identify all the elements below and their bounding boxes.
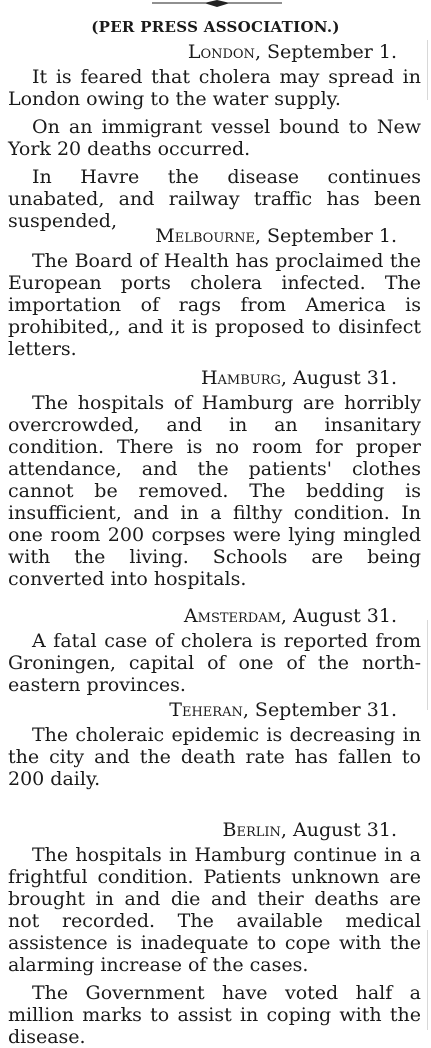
paragraph: It is feared that cholera may spread in London owing to the water supply. [8, 66, 421, 110]
dateline [8, 40, 421, 64]
dateline [8, 818, 421, 842]
dateline-place: Teheran [169, 699, 243, 721]
dateline [8, 604, 421, 628]
dispatch-amsterdam [8, 604, 421, 696]
paragraph: On an immigrant vessel bound to New York 20 deaths occurred. [8, 116, 421, 160]
dispatch-teheran [8, 698, 421, 790]
ornament-rule-icon [152, 0, 282, 8]
dispatch-hamburg [8, 366, 421, 590]
dateline [8, 698, 421, 722]
dateline-place: Hamburg [200, 367, 281, 389]
paragraph: A fatal case of cholera is reported from Groningen, capital of one of the north-eastern provinces. [8, 630, 421, 696]
column-rule [427, 40, 428, 100]
dispatch-berlin [8, 818, 421, 1048]
dateline [8, 366, 421, 390]
paragraph: In Havre the disease continues unabated, and railway traffic has been suspended, [8, 166, 421, 232]
column-rule [427, 620, 428, 710]
dateline-date: , September 1. [254, 225, 397, 247]
dateline-date: , September 1. [254, 41, 397, 63]
dateline-date: , August 31. [280, 367, 397, 389]
dateline-place: Melbourne [155, 225, 255, 247]
paragraph: The choleraic epidemic is decreasing in the city and the death rate has fallen to 200 daily. [8, 724, 421, 790]
dateline-date: , August 31. [280, 819, 397, 841]
agency-heading: (PER PRESS ASSOCIATION.) [91, 18, 340, 36]
paragraph: The hospitals in Hamburg continue in a frightful condition. Patients unknown are brought in and die and their deaths are not recorded. The available medical assistence is inadequate to cope with the alarming increase of the cases. [8, 844, 421, 976]
dateline-date: , August 31. [280, 605, 397, 627]
dateline [8, 224, 421, 248]
dispatch-london [8, 40, 421, 232]
dateline-place: Berlin [222, 819, 281, 841]
dateline-place: Amsterdam [183, 605, 281, 627]
paragraph: The hospitals of Hamburg are horribly overcrowded, and in an insanitary condition. There is no room for proper attendance, and the patients' clothes cannot be removed. The bedding is insufficient, and in a filthy condition. In one room 200 corpses were lying mingled with the living. Schools are being converted into hospitals. [8, 392, 421, 590]
dateline-place: London [187, 41, 255, 63]
paragraph: The Government have voted half a million marks to assist in coping with the disease. [8, 982, 421, 1048]
dispatch-melbourne [8, 224, 421, 360]
dateline-date: , September 31. [242, 699, 397, 721]
paragraph: The Board of Health has proclaimed the European ports cholera infected. The importation of rags from America is prohibited,, and it is proposed to disinfect letters. [8, 250, 421, 360]
column-rule [427, 930, 428, 1030]
